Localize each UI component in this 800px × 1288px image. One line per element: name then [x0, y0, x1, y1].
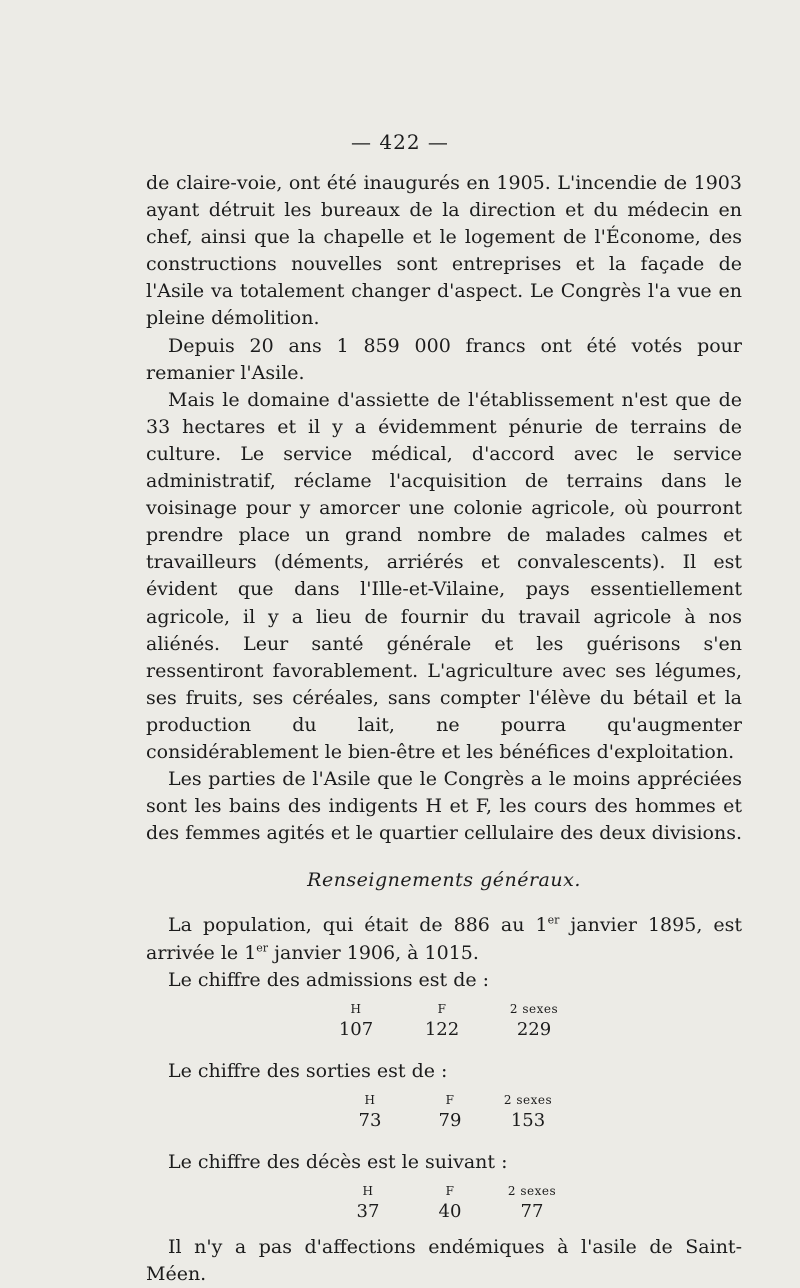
- sorties-table: [146, 1085, 742, 1143]
- admissions-header-h: H: [350, 1001, 362, 1016]
- population-sup-2: er: [256, 941, 269, 955]
- deces-table: [146, 1176, 742, 1234]
- paragraph-2: Depuis 20 ans 1 859 000 francs ont été votés pour remanier l'Asile.: [146, 334, 742, 384]
- admissions-value-total: 229: [516, 1018, 552, 1040]
- population-text-1: La population, qui était de 886 au 1: [168, 914, 548, 937]
- deces-header-total: 2 sexes: [507, 1183, 557, 1198]
- section-title: Renseignements généraux.: [307, 869, 581, 892]
- closing-paragraph: Il n'y a pas d'affections endémiques à l'asile de Saint-Méen.: [146, 1235, 742, 1285]
- sorties-value-h: 73: [358, 1109, 382, 1131]
- sorties-header-total: 2 sexes: [503, 1092, 553, 1107]
- sorties-header-f: F: [445, 1092, 455, 1107]
- deces-label: Le chiffre des décès est le suivant :: [168, 1150, 508, 1173]
- deces-value-total: 77: [520, 1200, 544, 1222]
- population-sup-1: er: [547, 914, 560, 928]
- admissions-label: Le chiffre des admissions est de :: [168, 968, 490, 991]
- admissions-value-f: 122: [424, 1018, 460, 1040]
- admissions-header-total: 2 sexes: [509, 1001, 559, 1016]
- population-text-3: janvier 1906, à 1015.: [268, 941, 479, 964]
- body-text: [146, 170, 742, 1288]
- sorties-label: Le chiffre des sorties est de :: [168, 1059, 448, 1082]
- deces-value-h: 37: [356, 1200, 380, 1222]
- sorties-value-total: 153: [510, 1109, 546, 1131]
- admissions-value-h: 107: [338, 1018, 374, 1040]
- deces-value-f: 40: [438, 1200, 462, 1222]
- deces-header-f: F: [445, 1183, 455, 1198]
- paragraph-3: Mais le domaine d'assiette de l'établissement n'est que de 33 hectares et il y a évidemment pénurie de terrains de culture. Le service médical, d'accord avec le service administratif, réclame l'acquisition de terrains dans le voisinage pour y amorcer une colonie agricole, où pourront prendre place un grand nombre de malades calmes et travailleurs (déments, arriérés et convalescents). Il est évident que dans l'Ille-et-Vilaine, pays essentiellement agricole, il y a lieu de fournir du travail agricole à nos aliénés. Leur santé générale et les guérisons s'en ressentiront favorablement. L'agriculture avec ses légumes, ses fruits, ses céréales, sans compter l'élève du bétail et la production du lait, ne pourra qu'augmenter considérablement le bien-être et les bénéfices d'exploitation.: [146, 388, 742, 763]
- deces-header-h: H: [362, 1183, 374, 1198]
- page-number: — 422 —: [351, 130, 449, 154]
- paragraph-4: Les parties de l'Asile que le Congrès a le moins appréciées sont les bains des indigents H et F, les cours des hommes et des femmes agités et le quartier cellulaire des deux divisions.: [146, 768, 743, 845]
- admissions-header-f: F: [437, 1001, 447, 1016]
- admissions-table: [146, 994, 742, 1052]
- sorties-value-f: 79: [438, 1109, 462, 1131]
- population-paragraph: [146, 912, 742, 966]
- paragraph-1: de claire-voie, ont été inaugurés en 1905. L'incendie de 1903 ayant détruit les bureaux de la direction et du médecin en chef, ainsi que la chapelle et le logement de l'Économe, des constructions nouvelles sont entreprises et la façade de l'Asile va totalement changer d'aspect. Le Congrès l'a vue en pleine démolition.: [146, 172, 742, 330]
- population-text-2: janvier 1895, est arrivée le 1: [146, 914, 743, 964]
- sorties-header-h: H: [364, 1092, 376, 1107]
